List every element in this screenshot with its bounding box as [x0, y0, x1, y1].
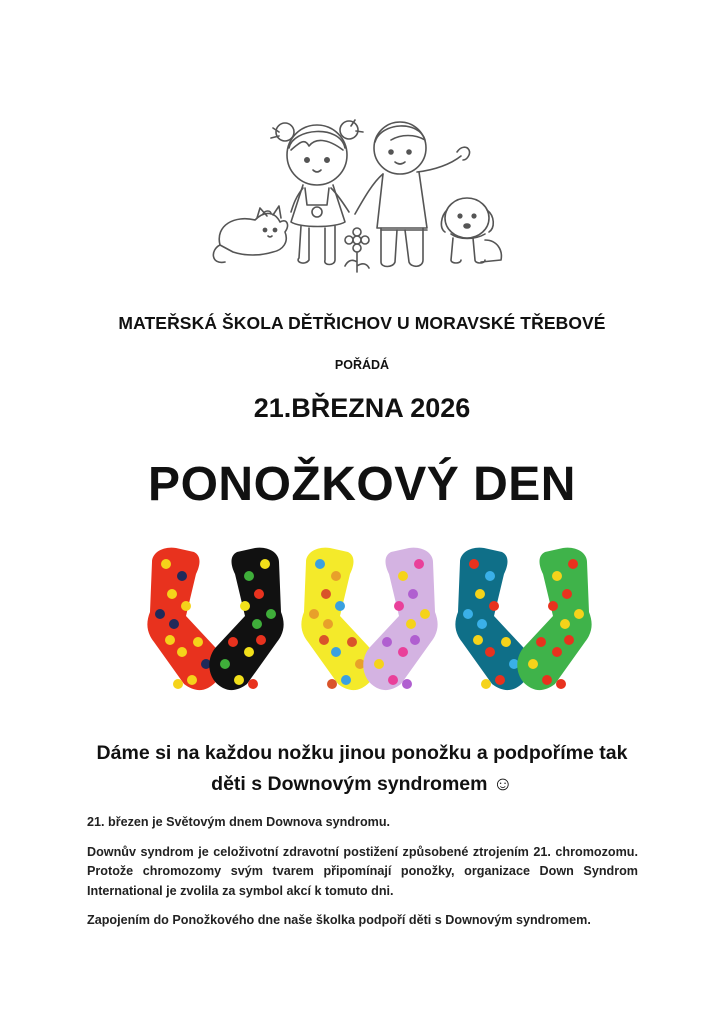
- sock-dot: [309, 609, 319, 619]
- tagline-line2: děti s Downovým syndromem ☺: [211, 773, 513, 795]
- sock-dot: [155, 609, 165, 619]
- sock-dot: [489, 601, 499, 611]
- sock-dot: [193, 637, 203, 647]
- sock-dot: [374, 659, 384, 669]
- sock-dot: [560, 619, 570, 629]
- sock-dot: [410, 635, 420, 645]
- sock-2: [209, 548, 283, 690]
- sock-dot: [542, 675, 552, 685]
- sock-dot: [169, 619, 179, 629]
- sock-dot: [481, 679, 491, 689]
- sock-dot: [335, 601, 345, 611]
- paragraph-2: Downův syndrom je celoživotní zdravotní postižení způsobené ztrojením 21. chromozomu. Protože chromozomy svým tvarem připomínají ponožky, organizace Down Syndrom International je zvolila za symbol akcí k tomuto dni.: [87, 844, 638, 898]
- sock-dot: [315, 559, 325, 569]
- sock-dot: [463, 609, 473, 619]
- sock-dot: [420, 609, 430, 619]
- sock-dot: [473, 635, 483, 645]
- event-title: PONOŽKOVÝ DEN: [148, 458, 576, 511]
- tagline-line1: Dáme si na každou nožku jinou ponožku a podpoříme tak: [96, 742, 628, 764]
- dog-drawing: [441, 198, 501, 263]
- sock-6: [517, 548, 591, 690]
- sock-dot: [256, 635, 266, 645]
- sock-dot: [548, 601, 558, 611]
- sock-dot: [181, 601, 191, 611]
- sock-dot: [327, 679, 337, 689]
- sock-dot: [244, 647, 254, 657]
- sock-dot: [319, 635, 329, 645]
- socks-row: [130, 540, 600, 700]
- sock-dot: [331, 647, 341, 657]
- sock-dot: [564, 635, 574, 645]
- sock-dot: [562, 589, 572, 599]
- sock-dot: [536, 637, 546, 647]
- sock-dot: [495, 675, 505, 685]
- sock-dot: [248, 679, 258, 689]
- body-text: [87, 813, 638, 941]
- sock-dot: [469, 559, 479, 569]
- sock-dot: [187, 675, 197, 685]
- sock-dot: [485, 571, 495, 581]
- sock-dot: [347, 637, 357, 647]
- sock-dot: [177, 571, 187, 581]
- sock-dot: [501, 637, 511, 647]
- sock-dot: [234, 675, 244, 685]
- school-name: MATEŘSKÁ ŠKOLA DĚTŘICHOV U MORAVSKÉ TŘEBOVÉ: [118, 313, 606, 333]
- sock-dot: [528, 659, 538, 669]
- sock-dot: [252, 619, 262, 629]
- sock-dot: [228, 637, 238, 647]
- sock-dot: [173, 679, 183, 689]
- sock-dot: [402, 679, 412, 689]
- sock-dot: [388, 675, 398, 685]
- sock-dot: [167, 589, 177, 599]
- flower-drawing: [345, 228, 369, 272]
- sock-dot: [382, 637, 392, 647]
- sock-dot: [398, 647, 408, 657]
- children-pets-illustration: [205, 110, 515, 280]
- sock-dot: [475, 589, 485, 599]
- tagline: [80, 738, 644, 800]
- sock-dot: [568, 559, 578, 569]
- sock-dot: [331, 571, 341, 581]
- sock-dot: [485, 647, 495, 657]
- sock-dot: [406, 619, 416, 629]
- sock-dot: [414, 559, 424, 569]
- paragraph-1: 21. březen je Světovým dnem Downova syndromu.: [87, 815, 391, 829]
- sock-dot: [552, 571, 562, 581]
- sock-dot: [165, 635, 175, 645]
- sock-dot: [240, 601, 250, 611]
- sock-dot: [477, 619, 487, 629]
- event-date: 21.BŘEZNA 2026: [253, 393, 471, 423]
- sock-dot: [321, 589, 331, 599]
- sock-dot: [556, 679, 566, 689]
- sock-dot: [394, 601, 404, 611]
- sock-4: [363, 548, 437, 690]
- sock-dot: [398, 571, 408, 581]
- sock-dot: [254, 589, 264, 599]
- sock-dot: [408, 589, 418, 599]
- paragraph-3: Zapojením do Ponožkového dne naše školka podpoří děti s Downovým syndromem.: [87, 913, 591, 927]
- sock-dot: [177, 647, 187, 657]
- sock-dot: [341, 675, 351, 685]
- sock-dot: [266, 609, 276, 619]
- cat-drawing: [213, 206, 287, 262]
- sock-dot: [552, 647, 562, 657]
- sock-dot: [244, 571, 254, 581]
- sock-dot: [161, 559, 171, 569]
- organizes-label: POŘÁDÁ: [334, 358, 390, 372]
- sock-dot: [574, 609, 584, 619]
- sock-dot: [220, 659, 230, 669]
- sock-dot: [260, 559, 270, 569]
- sock-dot: [323, 619, 333, 629]
